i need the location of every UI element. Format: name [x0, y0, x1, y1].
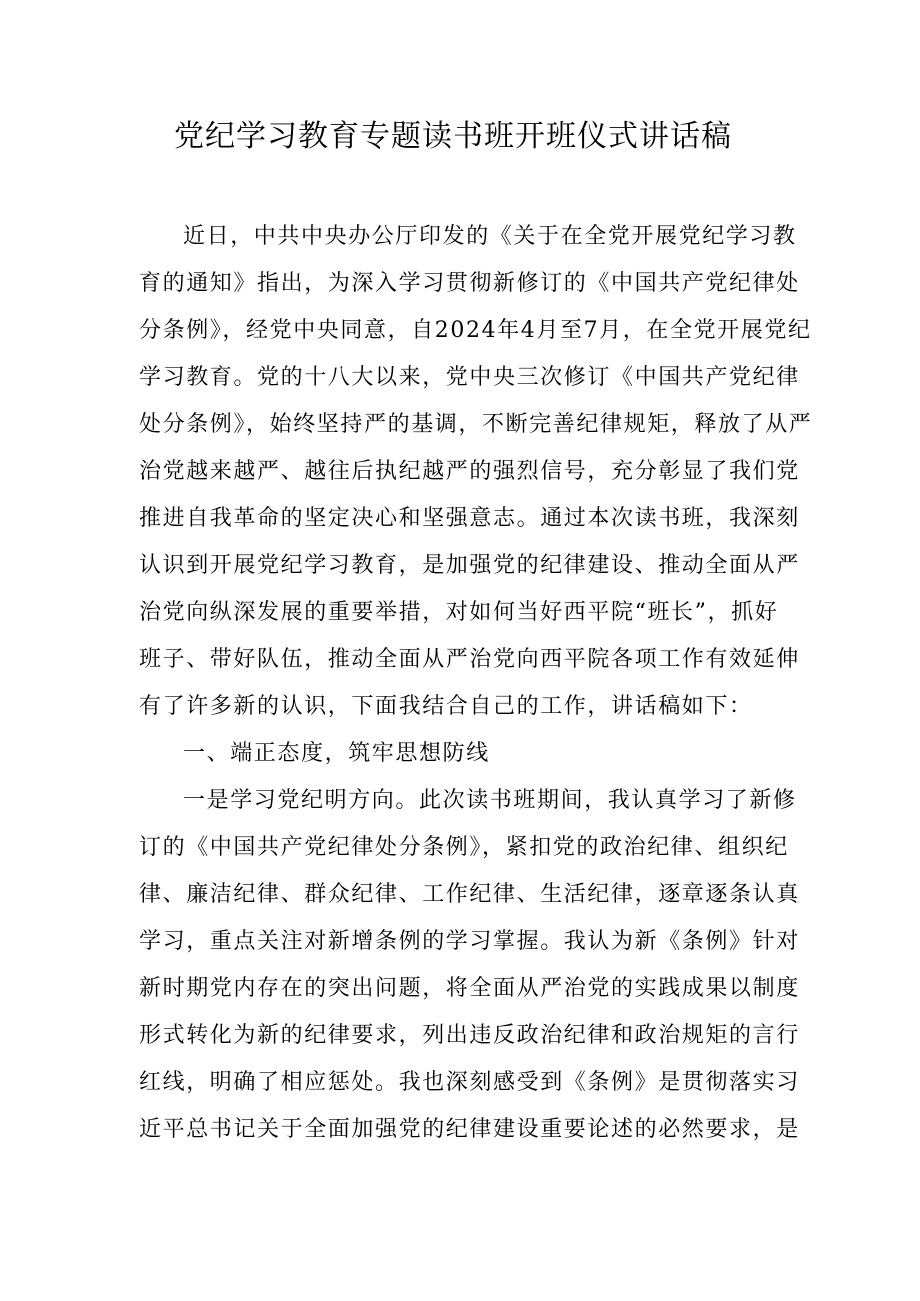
paragraph-line: 处分条例》，始终坚持严的基调，不断完善纪律规矩，释放了从严	[139, 412, 813, 437]
document-body	[139, 213, 813, 1153]
paragraph-line: 新时期党内存在的突出问题，将全面从严治党的实践成果以制度	[139, 976, 800, 1001]
paragraph-line: 律、廉洁纪律、群众纪律、工作纪律、生活纪律，逐章逐条认真	[139, 882, 800, 907]
paragraph-line: 认识到开展党纪学习教育，是加强党的纪律建设、推动全面从严	[139, 553, 800, 578]
paragraph-line: 推进自我革命的坚定决心和坚强意志。通过本次读书班，我深刻	[139, 506, 800, 531]
paragraph-line: 红线，明确了相应惩处。我也深刻感受到《条例》是贯彻落实习	[139, 1070, 800, 1095]
paragraph-line: 学习教育。党的十八大以来，党中央三次修订《中国共产党纪律	[139, 365, 800, 390]
document-title: 党纪学习教育专题读书班开班仪式讲话稿	[174, 119, 732, 154]
paragraph-line: 班子、带好队伍，推动全面从严治党向西平院各项工作有效延伸	[139, 647, 800, 672]
paragraph-line: 形式转化为新的纪律要求，列出违反政治纪律和政治规矩的言行	[139, 1023, 800, 1048]
paragraph-line: 近日，中共中央办公厅印发的《关于在全党开展党纪学习教	[183, 224, 797, 249]
paragraph-line: 治党向纵深发展的重要举措，对如何当好西平院“班长”，抓好	[139, 600, 779, 625]
paragraph-line: 一是学习党纪明方向。此次读书班期间，我认真学习了新修	[183, 788, 797, 813]
section-heading: 一、端正态度，筑牢思想防线	[183, 741, 490, 766]
paragraph-line: 有了许多新的认识，下面我结合自己的工作，讲话稿如下：	[139, 694, 753, 719]
paragraph-line: 分条例》，经党中央同意，自2024年4月至7月，在全党开展党纪	[139, 318, 812, 343]
paragraph-line: 治党越来越严、越往后执纪越严的强烈信号，充分彰显了我们党	[139, 459, 800, 484]
paragraph-line: 育的通知》指出，为深入学习贯彻新修订的《中国共产党纪律处	[139, 271, 800, 296]
paragraph-line: 近平总书记关于全面加强党的纪律建设重要论述的必然要求，是	[139, 1117, 800, 1142]
paragraph-line: 订的《中国共产党纪律处分条例》，紧扣党的政治纪律、组织纪	[139, 835, 789, 860]
paragraph-line: 学习，重点关注对新增条例的学习掌握。我认为新《条例》针对	[139, 929, 800, 954]
